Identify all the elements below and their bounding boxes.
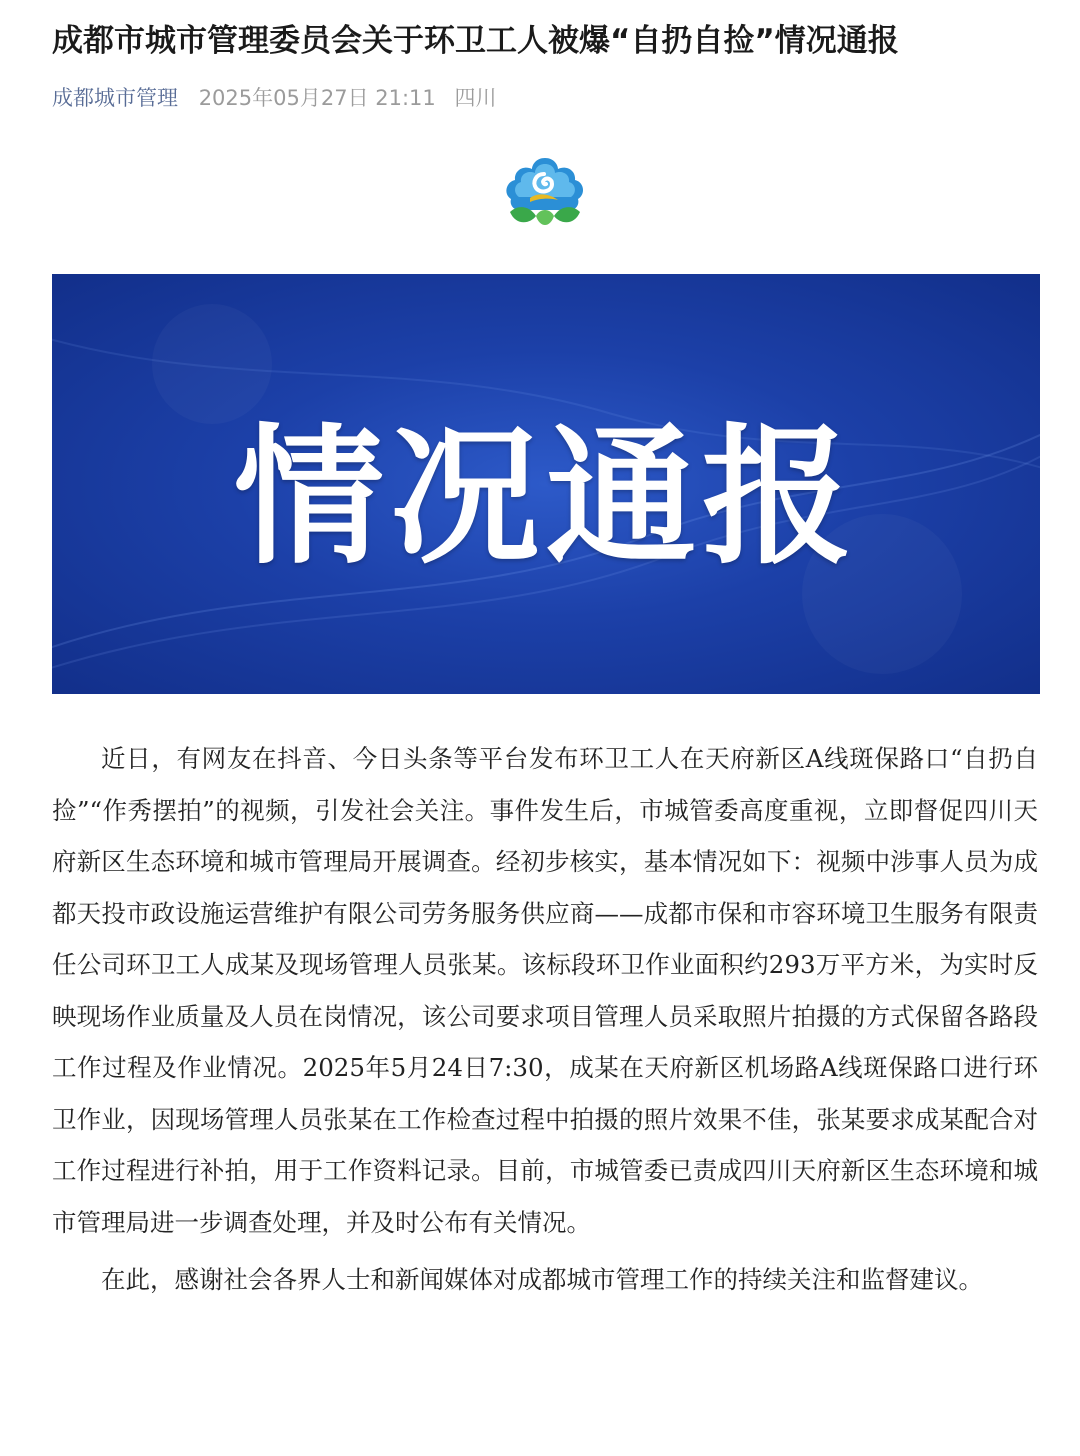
banner-heading: 情况通报 xyxy=(233,409,858,585)
account-name-link[interactable]: 成都城市管理 xyxy=(52,86,178,110)
article-meta xyxy=(52,82,496,114)
chengdu-city-management-logo-icon xyxy=(500,152,590,236)
article-body xyxy=(52,733,1038,1312)
publish-region: 四川 xyxy=(454,86,497,110)
publish-date: 2025年05月27日 21:11 xyxy=(198,86,436,110)
body-paragraph: 近日，有网友在抖音、今日头条等平台发布环卫工人在天府新区A线斑保路口“自扔自捡”“作秀摆拍”的视频，引发社会关注。事件发生后，市城管委高度重视，立即督促四川天府新区生态环境和城市管理局开展调查。经初步核实，基本情况如下：视频中涉事人员为成都天投市政设施运营维护有限公司劳务服务供应商——成都市保和市容环境卫生服务有限责任公司环卫工人成某及现场管理人员张某。该标段环卫作业面积约293万平方米，为实时反映现场作业质量及人员在岗情况，该公司要求项目管理人员采取照片拍摄的方式保留各路段工作过程及作业情况。2025年5月24日7:30，成某在天府新区机场路A线斑保路口进行环卫作业，因现场管理人员张某在工作检查过程中拍摄的照片效果不佳，张某要求成某配合对工作过程进行补拍，用于工作资料记录。目前，市城管委已责成四川天府新区生态环境和城市管理局进一步调查处理，并及时公布有关情况。 xyxy=(52,744,1038,1237)
body-paragraph: 在此，感谢社会各界人士和新闻媒体对成都城市管理工作的持续关注和监督建议。 xyxy=(101,1265,983,1294)
notice-banner xyxy=(52,274,1040,694)
article-title: 成都市城市管理委员会关于环卫工人被爆“自扔自捡”情况通报 xyxy=(52,23,899,59)
